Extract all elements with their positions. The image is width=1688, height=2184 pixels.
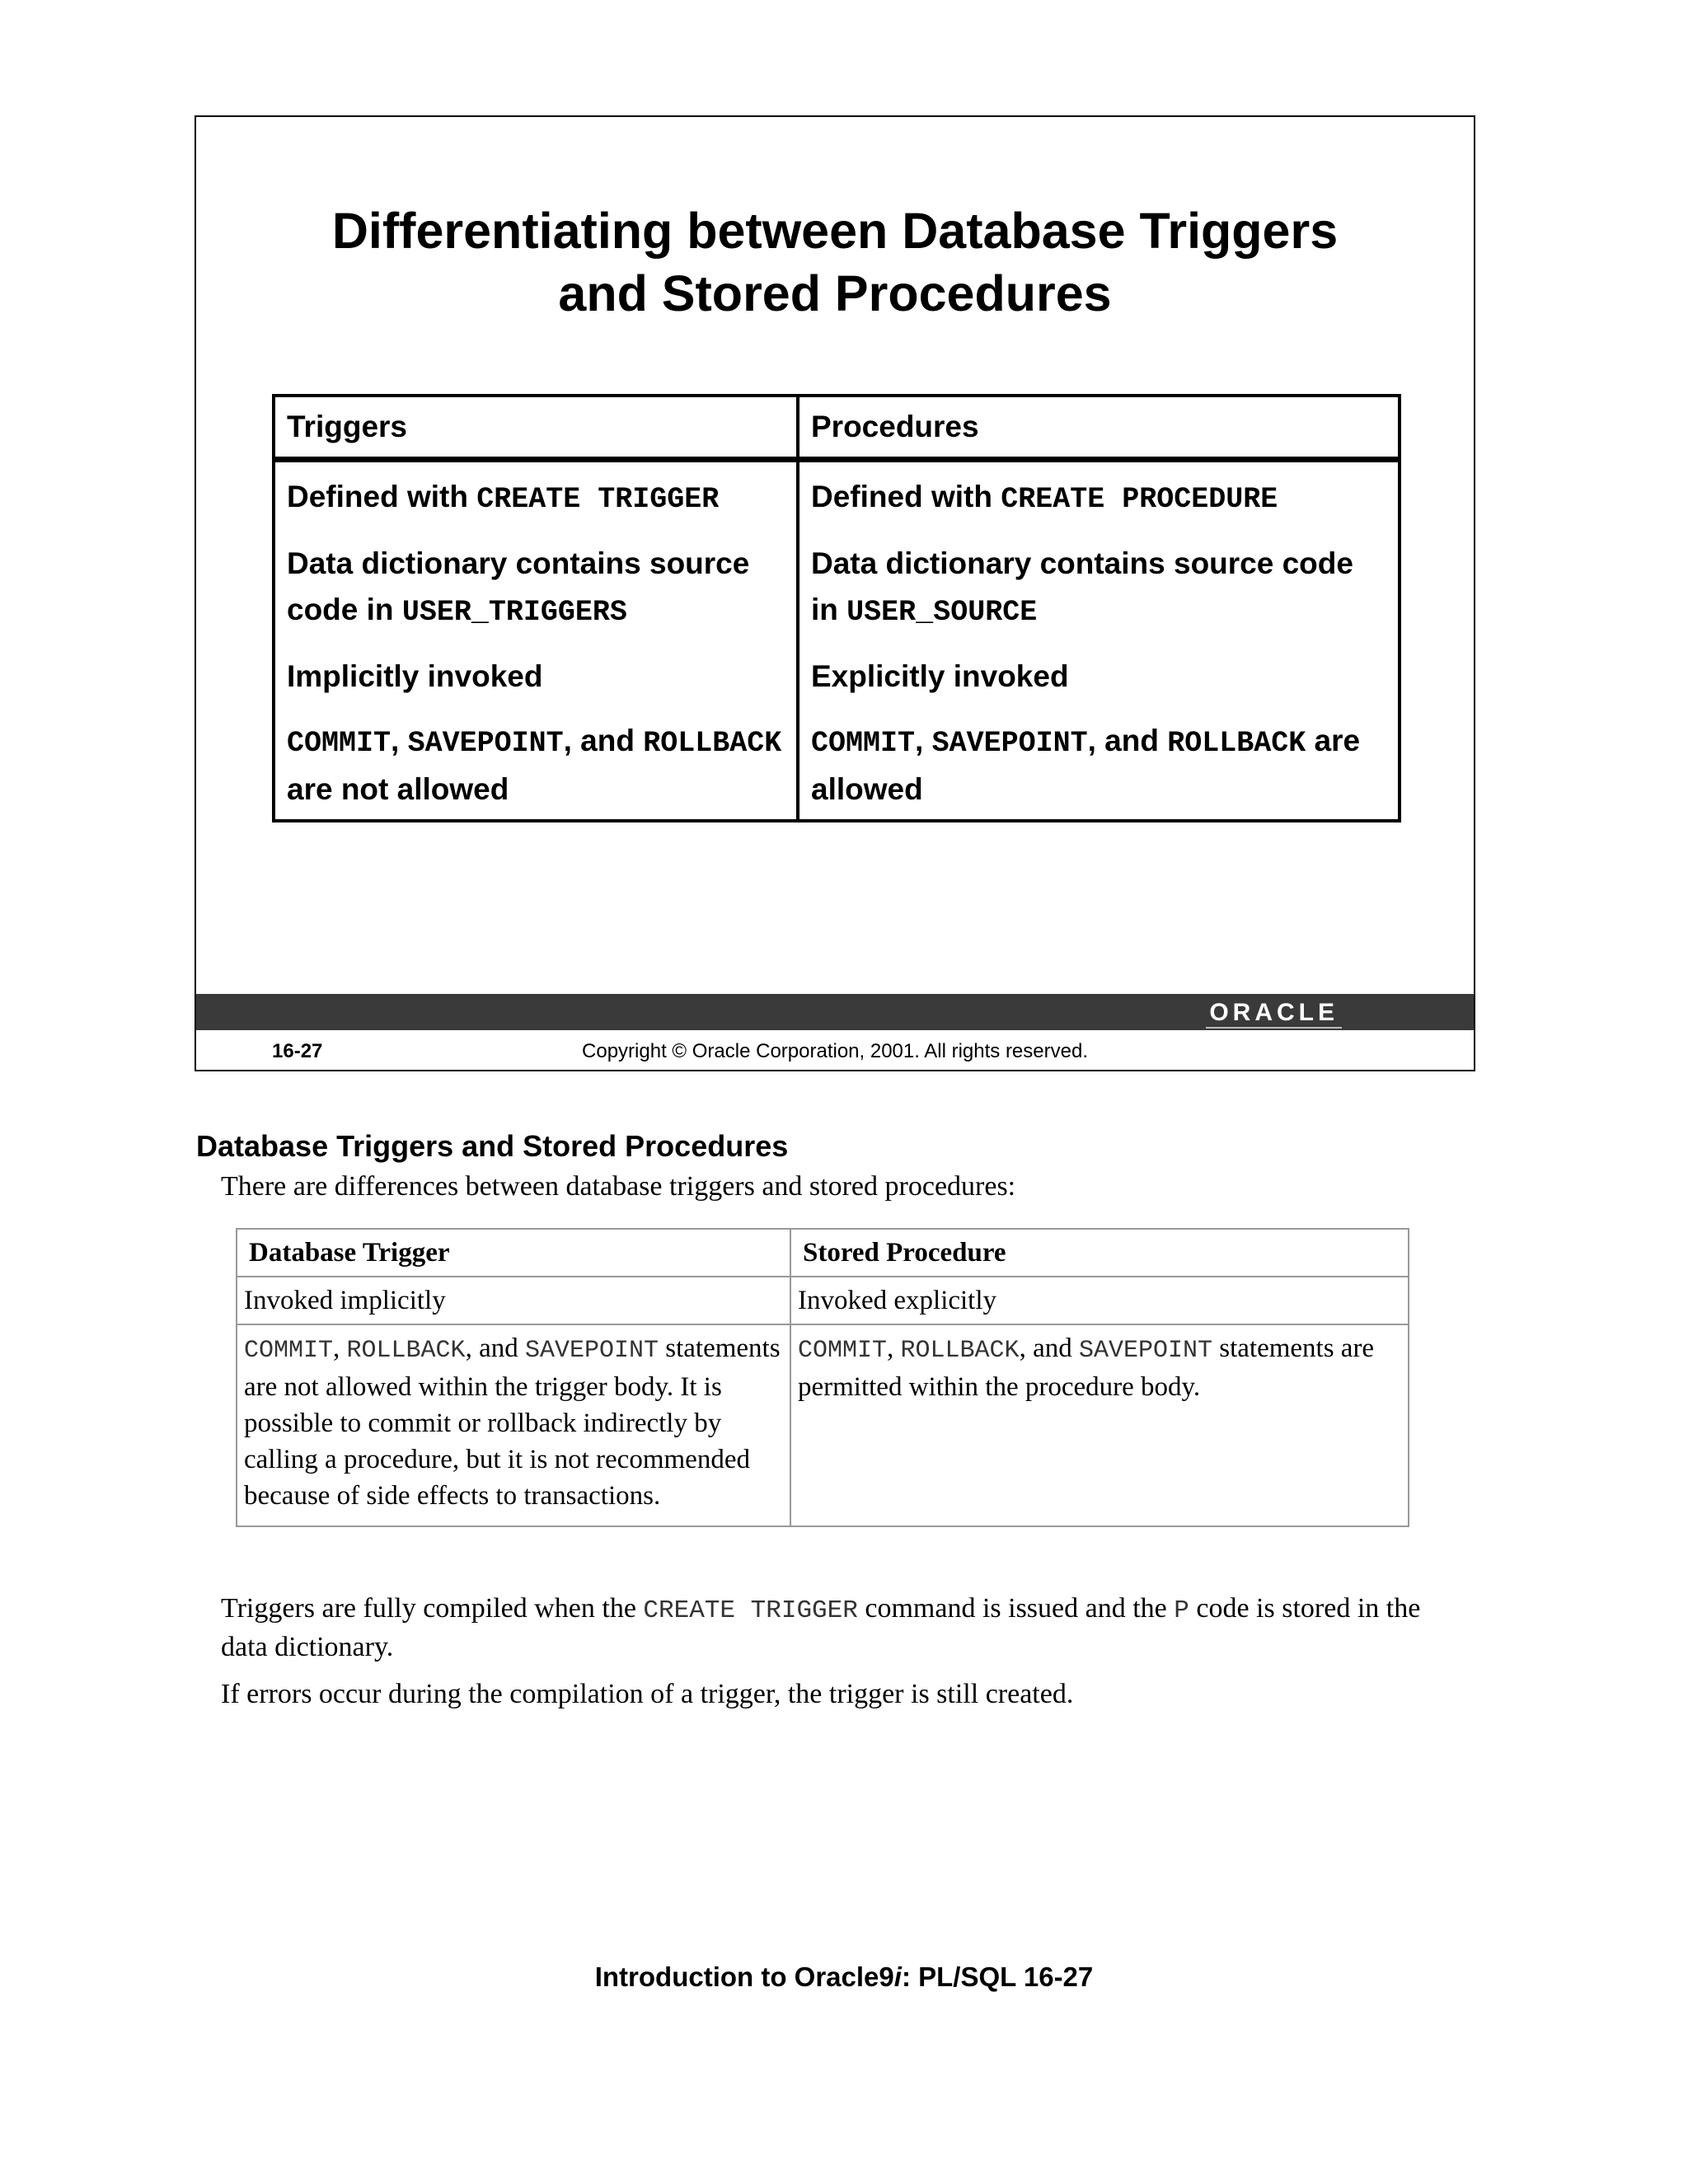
cell-code: SAVEPOINT xyxy=(931,727,1088,760)
slide-comparison-table xyxy=(272,394,1401,823)
para-text: Triggers are fully compiled when the xyxy=(221,1593,644,1624)
footer-text: Introduction to Oracle9 xyxy=(594,1961,894,1992)
cell-text: Data dictionary contains source code in xyxy=(287,546,750,626)
cell-code: COMMIT xyxy=(798,1337,888,1365)
cell-code: CREATE TRIGGER xyxy=(476,483,720,516)
cell-text: , and xyxy=(1087,724,1168,757)
cell-code: ROLLBACK xyxy=(1167,727,1306,760)
para-code: CREATE TRIGGER xyxy=(643,1596,858,1625)
slide xyxy=(195,115,1475,1071)
table-row xyxy=(274,642,1400,706)
table-cell: Explicitly invoked xyxy=(798,642,1400,706)
para-text: code is stored in the data dictionary. xyxy=(221,1593,1421,1662)
header-triggers: Triggers xyxy=(274,396,798,460)
table-header-row xyxy=(274,396,1400,460)
table-row xyxy=(274,529,1400,642)
slide-number: 16-27 xyxy=(272,1040,323,1062)
notes-comparison-table xyxy=(236,1228,1409,1527)
table-header-row xyxy=(237,1229,1409,1277)
slide-title-line1: Differentiating between Database Triggers xyxy=(331,203,1339,259)
cell-code: COMMIT xyxy=(811,727,916,760)
slide-title-line2: and Stored Procedures xyxy=(558,265,1112,321)
cell-text: , xyxy=(333,1333,347,1363)
cell-code: COMMIT xyxy=(287,727,392,760)
cell-text: , and xyxy=(563,724,644,757)
table-row xyxy=(237,1277,1409,1324)
table-cell xyxy=(274,460,798,530)
table-cell xyxy=(274,706,798,821)
header-procedures: Procedures xyxy=(798,396,1400,460)
table-cell xyxy=(274,529,798,642)
cell-text: statements are not allowed within the trigger body. It is possible to commit or rollback indirectly by calling a procedure, but it is not recommended because of side effects to transactions. xyxy=(244,1333,781,1511)
cell-text: , and xyxy=(465,1333,525,1363)
footer-text: : PL/SQL 16-27 xyxy=(901,1961,1094,1992)
table-cell xyxy=(798,460,1400,530)
cell-code: COMMIT xyxy=(244,1337,334,1365)
oracle-logo: ORACLE xyxy=(1206,999,1342,1029)
cell-text: , xyxy=(887,1333,901,1363)
cell-code: USER_TRIGGERS xyxy=(401,596,627,629)
footer-italic: i xyxy=(893,1961,902,1992)
cell-text: , and xyxy=(1019,1333,1079,1363)
table-cell xyxy=(798,706,1400,821)
notes-paragraph-compile xyxy=(221,1591,1474,1666)
cell-code: ROLLBACK xyxy=(643,727,782,760)
table-row xyxy=(274,706,1400,821)
slide-copyright: Copyright © Oracle Corporation, 2001. All rights reserved. xyxy=(582,1040,1088,1062)
table-cell xyxy=(798,529,1400,642)
table-cell: Implicitly invoked xyxy=(274,642,798,706)
table-row xyxy=(237,1324,1409,1526)
slide-title xyxy=(196,199,1474,325)
slide-footer-bar xyxy=(196,994,1474,1030)
para-text: command is issued and the xyxy=(857,1593,1175,1624)
table-cell xyxy=(237,1324,790,1526)
cell-text: are allowed xyxy=(811,724,1361,806)
header-stored-procedure: Stored Procedure xyxy=(790,1229,1409,1277)
cell-code: ROLLBACK xyxy=(346,1337,466,1365)
table-cell xyxy=(790,1324,1409,1526)
cell-code: ROLLBACK xyxy=(900,1337,1020,1365)
cell-text: , xyxy=(915,724,932,757)
notes-heading: Database Triggers and Stored Procedures xyxy=(196,1129,789,1163)
cell-text: Data dictionary contains source code in xyxy=(811,546,1353,626)
table-cell: Invoked explicitly xyxy=(790,1277,1409,1324)
table-row xyxy=(274,460,1400,530)
cell-code: SAVEPOINT xyxy=(1078,1337,1212,1365)
notes-intro: There are differences between database triggers and stored procedures: xyxy=(221,1171,1016,1202)
cell-text: statements are permitted within the procedure body. xyxy=(798,1333,1375,1402)
page-footer xyxy=(0,1961,1688,1993)
cell-code: SAVEPOINT xyxy=(407,727,564,760)
cell-text: , xyxy=(391,724,408,757)
cell-code: SAVEPOINT xyxy=(524,1337,659,1365)
cell-text: are not allowed xyxy=(287,772,509,806)
para-code: P xyxy=(1174,1596,1189,1625)
cell-text: Defined with xyxy=(811,480,1001,513)
cell-code: USER_SOURCE xyxy=(846,596,1038,629)
notes-paragraph-errors: If errors occur during the compilation of a trigger, the trigger is still created. xyxy=(221,1679,1074,1709)
header-database-trigger: Database Trigger xyxy=(237,1229,790,1277)
table-cell: Invoked implicitly xyxy=(237,1277,790,1324)
cell-code: CREATE PROCEDURE xyxy=(1001,483,1278,516)
cell-text: Defined with xyxy=(287,480,477,513)
